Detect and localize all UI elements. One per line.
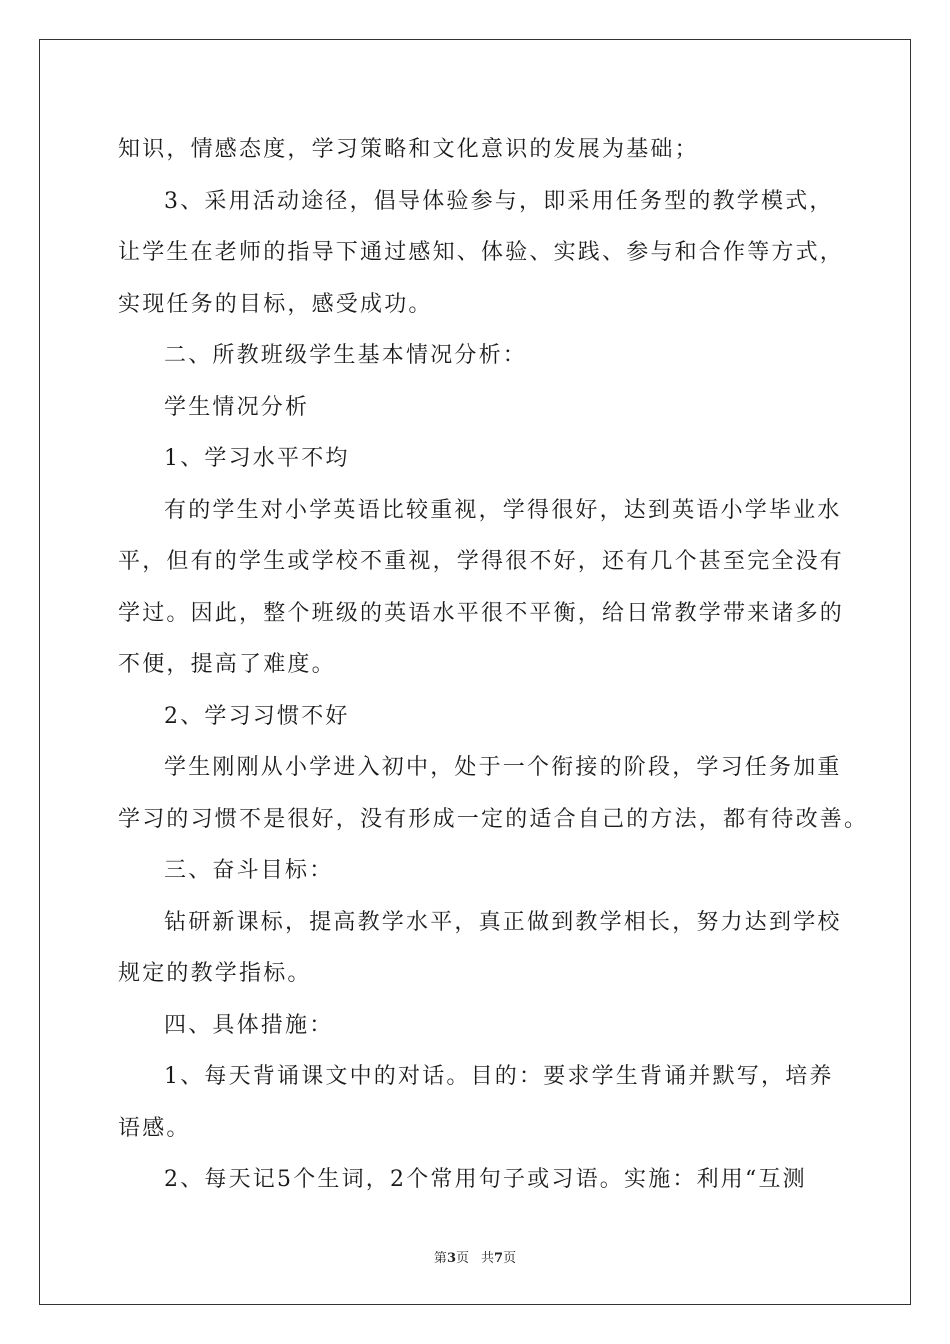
total-prefix: 共 — [481, 1251, 495, 1266]
text-line-3: 让学生在老师的指导下通过感知、体验、实践、参与和合作等方式， — [118, 240, 845, 265]
subheading-student-analysis: 学生情况分析 — [164, 394, 310, 420]
page-prefix: 第 — [433, 1251, 447, 1266]
text-line-21: 2、每天记5个生词，2个常用句子或习语。实施：利用“互测 — [164, 1167, 807, 1192]
text-line-11: 不便，提高了难度。 — [118, 652, 336, 677]
text-line-2: 3、采用活动途径，倡导体验参与，即采用任务型的教学模式， — [164, 188, 834, 214]
text-line-17: 规定的教学指标。 — [118, 961, 312, 986]
section-heading-3: 三、奋斗目标： — [164, 858, 334, 883]
text-line-14: 学习的习惯不是很好，没有形成一定的适合自己的方法，都有待改善。 — [118, 806, 869, 832]
page-number: 3 — [446, 1251, 456, 1266]
text-line-1: 知识，情感态度，学习策略和文化意识的发展为基础； — [118, 137, 699, 162]
text-line-8: 有的学生对小学英语比较重视，学得很好，达到英语小学毕业水 — [164, 497, 842, 523]
total-pages: 7 — [494, 1251, 504, 1266]
text-line-9: 平，但有的学生或学校不重视，学得很不好，还有几个甚至完全没有 — [118, 549, 845, 574]
text-line-10: 学过。因此，整个班级的英语水平很不平衡，给日常教学带来诸多的 — [118, 600, 845, 626]
document-body — [118, 124, 869, 1206]
section-heading-4: 四、具体措施： — [164, 1012, 334, 1038]
text-line-16: 钻研新课标，提高教学水平，真正做到教学相长，努力达到学校 — [164, 909, 842, 935]
page-suffix: 页 — [455, 1251, 469, 1266]
item-heading-2: 2、学习习惯不好 — [164, 703, 350, 729]
page-footer — [0, 1247, 950, 1266]
text-line-19: 1、每天背诵课文中的对话。目的：要求学生背诵并默写，培养 — [164, 1064, 834, 1089]
item-heading-1: 1、学习水平不均 — [164, 446, 350, 471]
text-line-4: 实现任务的目标，感受成功。 — [118, 291, 433, 317]
text-line-20: 语感。 — [118, 1115, 191, 1141]
section-heading-2: 二、所教班级学生基本情况分析： — [164, 343, 528, 368]
total-suffix: 页 — [503, 1251, 517, 1266]
text-line-13: 学生刚刚从小学进入初中，处于一个衔接的阶段，学习任务加重 — [164, 755, 842, 780]
